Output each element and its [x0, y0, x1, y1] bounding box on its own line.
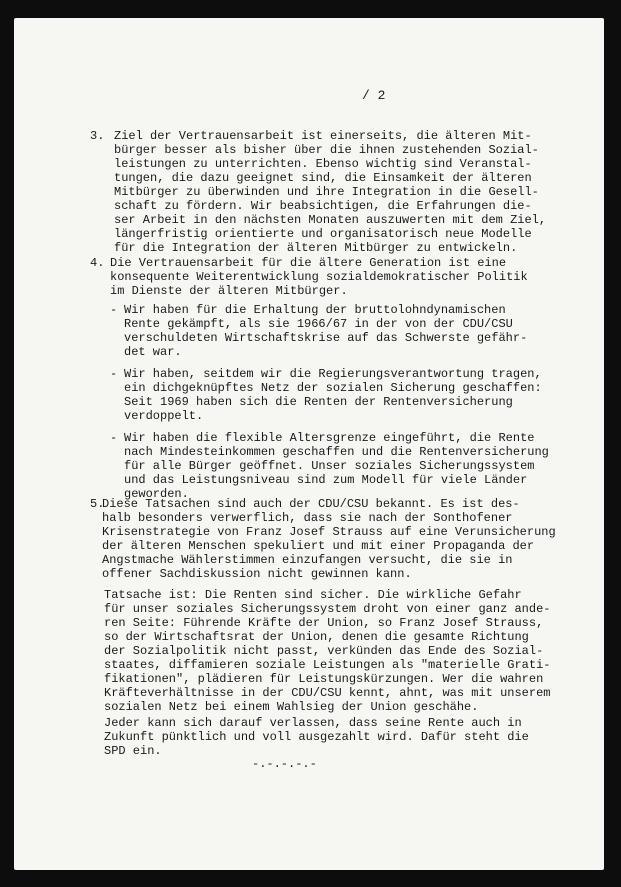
item-4-bullet-2: Wir haben, seitdem wir die Regierungsverantwortung tragen, ein dichgeknüpftes Netz der sozialen Sicherung geschaffen: Seit 1969 haben sich die Renten der Rentenversicherung verdoppelt.	[124, 367, 542, 423]
bullet-marker: -	[110, 303, 118, 317]
item-4-bullet-1: Wir haben für die Erhaltung der bruttolohndynamischen Rente gekämpft, als sie 1966/67 in der von der CDU/CSU verschuldeten Wirtschaftskrise auf das Schwerste gefähr- det war.	[124, 303, 528, 359]
item-5-paragraph-2: Jeder kann sich darauf verlassen, dass seine Rente auch in Zukunft pünktlich und voll ausgezahlt wird. Dafür steht die SPD ein.	[104, 716, 529, 758]
item-4-bullet-3: Wir haben die flexible Altersgrenze eingeführt, die Rente nach Mindesteinkommen geschaffen und die Rentenversicherung für alle Bürger geöffnet. Unser soziales Sicherungssystem und das Leistungsniveau sind zum Modell für viele Länder geworden.	[124, 431, 549, 501]
item-number-4: 4.	[90, 256, 105, 270]
item-number-5: 5.	[90, 497, 105, 511]
item-3-text: Ziel der Vertrauensarbeit ist einerseits, die älteren Mit- bürger besser als bisher über die ihnen zustehenden Sozial- leistungen zu unterrichten. Ebenso wichtig sind Veranstal- tungen, die dazu geeignet sind, die Einsamkeit der älteren Mitbürger zu überwinden und ihre Integration in die Gesell- schaft zu fördern. Wir beabsichtigen, die Erfahrungen die- ser Arbeit in den nächsten Monaten auszuwerten mit dem Ziel, längerfristig orientierte und organisatorisch neue Modelle für die Integration der älteren Mitbürger zu entwickeln.	[114, 129, 547, 255]
item-4-text: Die Vertrauensarbeit für die ältere Generation ist eine konsequente Weiterentwicklung sozialdemokratischer Politik im Dienste der älteren Mitbürger.	[110, 256, 528, 298]
item-5-paragraph-1: Tatsache ist: Die Renten sind sicher. Die wirkliche Gefahr für unser soziales Sicherungssystem droht von einer ganz ande- ren Seite: Führende Kräfte der Union, so Franz Josef Strauss, so der Wirtschaftsrat der Union, denen die gesamte Richtung der Sozialpolitik nicht passt, verkünden das Ende des Sozial- staates, diffamieren soziale Leistungen als "materielle Grati- fikationen", plädieren für Leistungskürzungen. Wer die wahren Kräfteverhältnisse in der CDU/CSU kennt, ahnt, was mit unserem sozialen Netz bei einem Wahlsieg der Union geschähe.	[104, 588, 551, 714]
item-5-text: Diese Tatsachen sind auch der CDU/CSU bekannt. Es ist des- halb besonders verwerflich, dass sie nach der Sonthofener Krisenstrategie von Franz Josef Strauss auf eine Verunsicherung der älteren Menschen spekuliert und mit einer Propaganda der Angstmache Wählerstimmen einzufangen versucht, die sie in offener Sachdiskussion nicht gewinnen kann.	[102, 497, 556, 581]
item-number-3: 3.	[90, 129, 105, 143]
page-number: / 2	[362, 88, 386, 103]
closing-mark: -.-.-.-.-	[252, 757, 317, 771]
bullet-marker: -	[110, 367, 118, 381]
bullet-marker: -	[110, 431, 118, 445]
